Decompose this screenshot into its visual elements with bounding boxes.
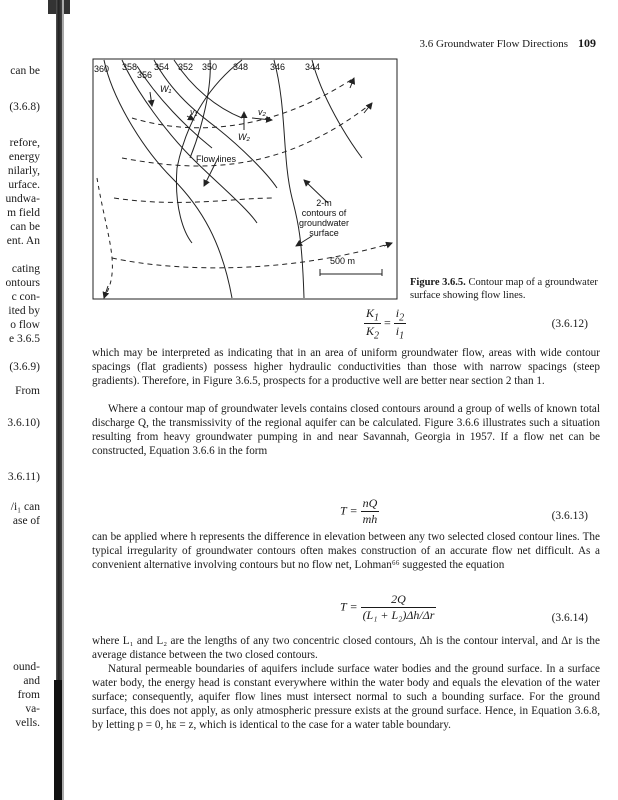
equation-3-6-12: $\frac{K_1}{K_2}$ = $\frac{i_2}{i_1}$ (366, 306, 405, 342)
contour-label-354: 354 (154, 62, 170, 72)
equation-3-6-13 (340, 496, 379, 527)
contour-label-348: 348 (233, 62, 249, 72)
label-w2: W₂ (238, 132, 250, 142)
contour-360 (104, 60, 232, 298)
contour-label-358: 358 (122, 62, 138, 72)
margin-fragment: (3.6.8) (9, 101, 40, 113)
margin-fragment: o flow (10, 319, 40, 331)
flow-line-5 (97, 178, 112, 298)
margin-fragment: can be (10, 221, 40, 233)
contours-label (299, 198, 349, 238)
margin-fragment: cating (11, 263, 40, 275)
paragraph-2: Where a contour map of groundwater levels contains closed contours around a group of wells of known total discharge Q, the transmissivity of the regional aquifer can be calculated. Figure 3.6.6 illustrates such a situation resulting from heavy groundwater pumping in and near Savannah, Georgia in 1957. If a flow net can be constructed, Equation 3.6.6 in the form (92, 403, 600, 457)
equation-3-6-14 (340, 592, 436, 623)
contours-label-line: 2-m (316, 198, 332, 208)
paragraph-3: can be applied where h represents the difference in elevation between any two selected closed contour lines. The typical irregularity of groundwater contours often makes construction of an accurate flow net difficult. As a convenient alternative involving contours but no flow net, Lohman⁶⁶ suggested the equation (92, 531, 600, 571)
margin-fragment: ase of (12, 515, 40, 527)
figure-caption (410, 276, 600, 302)
margin-fragment: can be (10, 65, 40, 77)
eq-number-3-6-13: (3.6.13) (551, 510, 588, 522)
margin-fragment: 3.6.10) (7, 417, 40, 429)
eq-number-3-6-12: (3.6.12) (551, 318, 588, 330)
margin-fragment: 3.6.11) (7, 471, 40, 483)
contour-label-346: 346 (270, 62, 286, 72)
label-w1: W₁ (160, 84, 172, 94)
margin-fragment: undwa- (5, 193, 40, 205)
running-header (420, 36, 596, 51)
gutter-shadow (62, 0, 64, 800)
paragraph-1: which may be interpreted as indicating that in an area of uniform groundwater flow, areas with wide contour spacings (flat gradients) possess higher hydraulic conductivities than those with narrow spacings (steep gradients). Therefore, in Figure 3.6.5, prospects for a productive well are better near section 2 than 1. (92, 347, 600, 387)
contour-label-360: 360 (94, 64, 110, 74)
contour-label-350: 350 (202, 62, 218, 72)
contour-354 (154, 60, 277, 188)
section-title: 3.6 Groundwater Flow Directions (419, 38, 568, 50)
eq13-numerator: nQ (362, 496, 378, 510)
margin-fragment: e 3.6.5 (9, 333, 40, 345)
margin-fragment: ontours (5, 277, 40, 289)
eq14-lhs: T = (340, 599, 358, 614)
margin-fragment: ound- (13, 661, 40, 673)
margin-fragment: ited by (8, 305, 40, 317)
margin-fragment: and (23, 675, 40, 687)
caption-label: Figure 3.6.5. (410, 277, 466, 288)
scale-label: 500 m (330, 256, 356, 266)
contour-label-352: 352 (178, 62, 194, 72)
margin-fragment: ent. An (6, 235, 40, 247)
paragraph-4: where L₁ and L₂ are the lengths of any two concentric closed contours, Δh is the contour interval, and Δr is the average distance between the two closed contours. (92, 635, 600, 661)
contour-label-344: 344 (305, 62, 321, 72)
contours-label-line: surface (309, 228, 339, 238)
label-v2: v₂ (258, 107, 266, 117)
label-flow-lines: Flow lines (196, 154, 237, 164)
eq-number-3-6-14: (3.6.14) (551, 612, 588, 624)
caption-text: Contour map of a groundwater surface showing flow lines. (410, 277, 598, 301)
margin-fragment: urface. (8, 179, 40, 191)
margin-fragment: m field (7, 207, 40, 219)
contours-label-line: contours of (301, 208, 347, 218)
margin-fragment: energy (8, 151, 40, 163)
flow-line-3 (114, 198, 274, 202)
margin-fragment: from (17, 689, 40, 701)
margin-fragment: From (15, 385, 40, 397)
paragraph-5: Natural permeable boundaries of aquifers include surface water bodies and the ground surface. In a surface water body, the energy head is constant everywhere within the water body and equals the elevation of the water surface; consequently, aquifer flow lines must intersect normal to such a bounding surface. For the ground surface, this does not apply, as only atmospheric pressure exists at the ground surface. Hence, in Equation 3.6.8, by letting p = 0, hᴇ = z, which is identical to the case for a water table boundary. (92, 663, 600, 731)
margin-fragment: c con- (11, 291, 40, 303)
margin-fragment: va- (25, 703, 40, 715)
margin-fragment: /i₁ can (10, 501, 40, 513)
margin-fragment: refore, (9, 137, 40, 149)
spine-shadow (54, 680, 62, 800)
page-number: 109 (578, 36, 596, 50)
margin-fragment: vells. (15, 717, 40, 729)
label-v1: v₁ (190, 107, 198, 117)
contour-label-356: 356 (137, 70, 153, 80)
contour-344 (312, 60, 362, 158)
eq13-lhs: T = (340, 503, 358, 518)
contour-346 (274, 60, 304, 298)
eq14-numerator: 2Q (361, 592, 437, 608)
contours-label-line: groundwater (298, 218, 350, 228)
contour-map-figure (92, 58, 398, 300)
margin-fragment: (3.6.9) (9, 361, 40, 373)
eq13-denominator: mh (362, 512, 378, 526)
eq14-denominator: (L₁ + L₂)Δh/Δr (362, 608, 435, 622)
margin-fragment: nilarly, (7, 165, 40, 177)
